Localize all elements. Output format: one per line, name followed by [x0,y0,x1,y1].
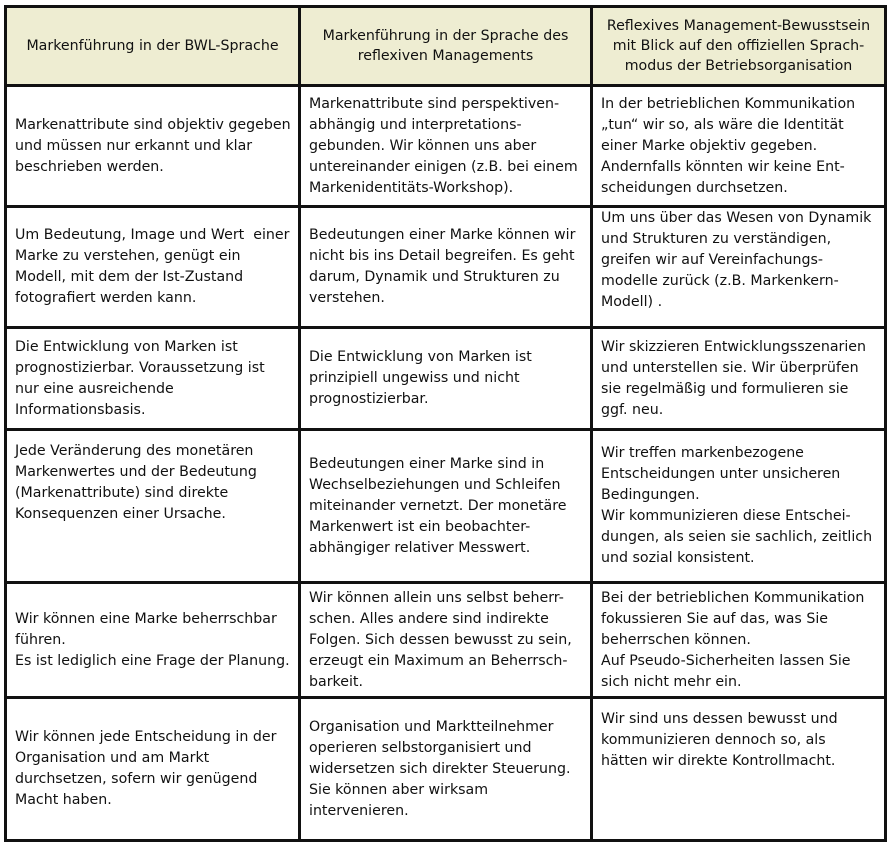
table-cell: Wir treffen markenbezogene Entscheidungen unter unsicheren Bedingungen. Wir kommunizieren diese Entschei- dungen, als seien sie sachlich, zeitlich und sozial konsistent. [592,430,886,583]
table-cell: Jede Veränderung des monetären Markenwertes und der Bedeutung (Markenattribute) sind direkte Konsequenzen einer Ursache. [6,430,300,583]
table-cell: Die Entwicklung von Marken ist prognostizierbar. Voraussetzung ist nur eine ausreichende Informationsbasis. [6,328,300,430]
table-cell: Um Bedeutung, Image und Wert einer Marke zu verstehen, genügt ein Modell, mit dem der Ist-Zustand fotografiert werden kann. [6,207,300,328]
comparison-table [4,5,887,842]
table-row [6,86,886,207]
table-cell: Wir sind uns dessen bewusst und kommunizieren dennoch so, als hätten wir direkte Kontrollmacht. [592,698,886,841]
table-cell: In der betrieblichen Kommunikation „tun“ wir so, als wäre die Identität einer Marke objektiv gegeben. Andernfalls könnten wir keine Ent- scheidungen durchsetzen. [592,86,886,207]
table-cell: Bedeutungen einer Marke können wir nicht bis ins Detail begreifen. Es geht darum, Dynamik und Strukturen zu verstehen. [300,207,592,328]
table-cell: Markenattribute sind perspektiven- abhängig und interpretations- gebunden. Wir können uns aber untereinander einigen (z.B. bei einem Markenidentitäts-Workshop). [300,86,592,207]
table-cell: Bedeutungen einer Marke sind in Wechselbeziehungen und Schleifen miteinander vernetzt. Der monetäre Markenwert ist ein beobachter- abhängiger relativer Messwert. [300,430,592,583]
table-cell: Wir skizzieren Entwicklungsszenarien und unterstellen sie. Wir überprüfen sie regelmäßig und formulieren sie ggf. neu. [592,328,886,430]
table-cell: Bei der betrieblichen Kommunikation fokussieren Sie auf das, was Sie beherrschen können. Auf Pseudo-Sicherheiten lassen Sie sich nicht mehr ein. [592,583,886,698]
table-row [6,328,886,430]
table-cell: Wir können jede Entscheidung in der Organisation und am Markt durchsetzen, sofern wir genügend Macht haben. [6,698,300,841]
table-row [6,207,886,328]
header-reflexives-management: Markenführung in der Sprache des reflexiven Managements [300,7,592,86]
header-management-bewusstsein: Reflexives Management-Bewusstsein mit Blick auf den offiziellen Sprach- modus der Betriebsorganisation [592,7,886,86]
table-row [6,583,886,698]
table-cell: Wir können eine Marke beherrschbar führen. Es ist lediglich eine Frage der Planung. [6,583,300,698]
table-cell: Um uns über das Wesen von Dynamik und Strukturen zu verständigen, greifen wir auf Vereinfachungs- modelle zurück (z.B. Markenkern- Modell) . [592,207,886,328]
header-bwl-sprache: Markenführung in der BWL-Sprache [6,7,300,86]
header-row [6,7,886,86]
table-cell: Wir können allein uns selbst beherr- schen. Alles andere sind indirekte Folgen. Sich dessen bewusst zu sein, erzeugt ein Maximum an Beherrsch- barkeit. [300,583,592,698]
table-cell: Organisation und Marktteilnehmer operieren selbstorganisiert und widersetzen sich direkter Steuerung. Sie können aber wirksam intervenieren. [300,698,592,841]
table-row [6,698,886,841]
table-cell: Die Entwicklung von Marken ist prinzipiell ungewiss und nicht prognostizierbar. [300,328,592,430]
table-cell: Markenattribute sind objektiv gegeben und müssen nur erkannt und klar beschrieben werden. [6,86,300,207]
table-row [6,430,886,583]
